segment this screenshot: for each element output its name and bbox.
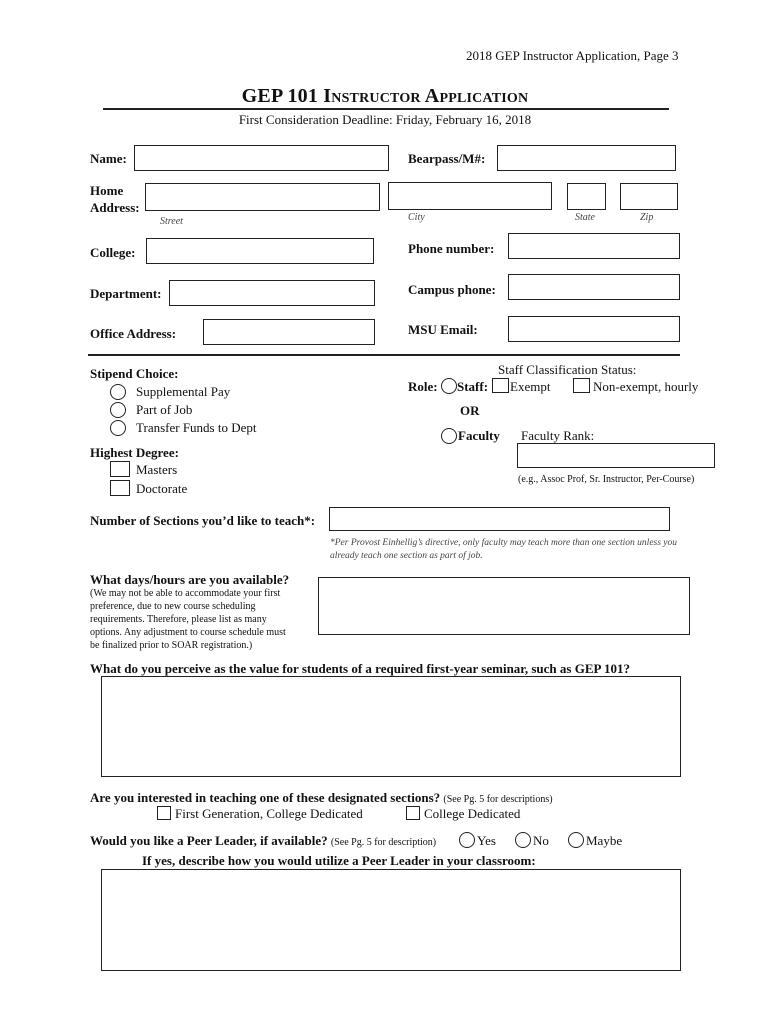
home-label-line1: Home xyxy=(90,183,124,198)
email-label: MSU Email: xyxy=(408,322,478,337)
degree-label: Highest Degree: xyxy=(90,445,179,460)
peer-yes-radio[interactable] xyxy=(459,832,475,848)
peer-no-radio[interactable] xyxy=(515,832,531,848)
degree-doctorate-checkbox[interactable] xyxy=(110,480,130,496)
stipend-supplemental-radio[interactable] xyxy=(110,384,126,400)
name-field[interactable] xyxy=(134,145,389,171)
stipend-label: Stipend Choice: xyxy=(90,366,179,381)
staff-nonexempt-checkbox[interactable] xyxy=(573,378,590,393)
role-staff-label: Staff: xyxy=(457,379,489,394)
availability-note-line5: be finalized prior to SOAR registration.) xyxy=(90,640,253,651)
faculty-rank-field[interactable] xyxy=(517,443,715,468)
degree-doctorate-label: Doctorate xyxy=(136,481,188,496)
peer-label: Would you like a Peer Leader, if available? xyxy=(90,833,328,848)
staff-nonexempt-label: Non-exempt, hourly xyxy=(593,379,699,394)
department-label: Department: xyxy=(90,286,162,301)
zip-hint: Zip xyxy=(640,212,654,223)
sections-note-line1: *Per Provost Einhellig’s directive, only faculty may teach more than one section unless you xyxy=(330,538,678,548)
stipend-part-of-job-radio[interactable] xyxy=(110,402,126,418)
designated-college-checkbox[interactable] xyxy=(406,806,420,820)
designated-firstgen-checkbox[interactable] xyxy=(157,806,171,820)
phone-label: Phone number: xyxy=(408,241,495,256)
availability-note-line4: options. Any adjustment to course schedule must xyxy=(90,627,286,638)
city-field[interactable] xyxy=(388,182,552,210)
section-rule xyxy=(88,354,680,356)
value-question-label: What do you perceive as the value for students of a required first-year seminar, such as GEP 101? xyxy=(90,661,630,676)
college-field[interactable] xyxy=(146,238,374,264)
peer-answer-field[interactable] xyxy=(101,869,681,971)
zip-field[interactable] xyxy=(620,183,678,210)
degree-masters-checkbox[interactable] xyxy=(110,461,130,477)
department-field[interactable] xyxy=(169,280,375,306)
page-title: GEP 101 Instructor Application xyxy=(241,85,529,107)
designated-firstgen-label: First Generation, College Dedicated xyxy=(175,806,363,821)
bearpass-label: Bearpass/M#: xyxy=(408,151,486,166)
sections-note-line2: already teach one section as part of job. xyxy=(330,551,483,561)
email-field[interactable] xyxy=(508,316,680,342)
campus-phone-label: Campus phone: xyxy=(408,282,496,297)
stipend-part-of-job-label: Part of Job xyxy=(136,402,193,417)
city-hint: City xyxy=(408,212,425,223)
availability-label: What days/hours are you available? xyxy=(90,572,290,587)
street-hint: Street xyxy=(160,216,183,227)
office-field[interactable] xyxy=(203,319,375,345)
state-hint: State xyxy=(575,212,595,223)
availability-field[interactable] xyxy=(318,577,690,635)
role-faculty-label: Faculty xyxy=(458,428,500,443)
peer-no-label: No xyxy=(533,833,549,848)
office-label: Office Address: xyxy=(90,326,177,341)
stipend-transfer-label: Transfer Funds to Dept xyxy=(136,420,257,435)
street-field[interactable] xyxy=(145,183,380,211)
peer-question xyxy=(90,833,436,849)
degree-masters-label: Masters xyxy=(136,462,178,477)
value-answer-field[interactable] xyxy=(101,676,681,777)
peer-maybe-label: Maybe xyxy=(586,833,623,848)
designated-college-label: College Dedicated xyxy=(424,806,521,821)
peer-yes-label: Yes xyxy=(477,833,496,848)
faculty-rank-label: Faculty Rank: xyxy=(521,428,595,443)
faculty-rank-hint: (e.g., Assoc Prof, Sr. Instructor, Per-Course) xyxy=(518,474,695,485)
name-label: Name: xyxy=(90,151,127,166)
availability-note-line1: (We may not be able to accommodate your first xyxy=(90,588,281,599)
availability-note-line2: preference, due to new course scheduling xyxy=(90,601,256,612)
role-label: Role: xyxy=(408,379,438,394)
page-label: 2018 GEP Instructor Application, Page 3 xyxy=(466,48,679,63)
role-staff-radio[interactable] xyxy=(441,378,457,394)
availability-note-line3: requirements. Therefore, please list as many xyxy=(90,614,267,625)
deadline-text: First Consideration Deadline: Friday, February 16, 2018 xyxy=(238,112,532,127)
peer-see-note: (See Pg. 5 for description) xyxy=(330,837,437,848)
peer-maybe-radio[interactable] xyxy=(568,832,584,848)
role-or-label: OR xyxy=(460,403,480,418)
stipend-supplemental-label: Supplemental Pay xyxy=(136,384,231,399)
home-label-line2: Address: xyxy=(90,200,140,215)
designated-question xyxy=(90,790,553,806)
college-label: College: xyxy=(90,245,136,260)
title-rule xyxy=(103,108,669,110)
peer-followup-label: If yes, describe how you would utilize a Peer Leader in your classroom: xyxy=(142,853,536,868)
role-faculty-radio[interactable] xyxy=(441,428,457,444)
staff-exempt-label: Exempt xyxy=(510,379,551,394)
campus-phone-field[interactable] xyxy=(508,274,680,300)
designated-see-note: (See Pg. 5 for descriptions) xyxy=(443,794,553,805)
state-field[interactable] xyxy=(567,183,606,210)
staff-classification-label: Staff Classification Status: xyxy=(498,362,637,377)
bearpass-field[interactable] xyxy=(497,145,676,171)
staff-exempt-checkbox[interactable] xyxy=(492,378,509,393)
sections-field[interactable] xyxy=(329,507,670,531)
designated-label: Are you interested in teaching one of these designated sections? xyxy=(90,790,441,805)
stipend-transfer-radio[interactable] xyxy=(110,420,126,436)
sections-label: Number of Sections you’d like to teach*: xyxy=(90,513,316,528)
phone-field[interactable] xyxy=(508,233,680,259)
